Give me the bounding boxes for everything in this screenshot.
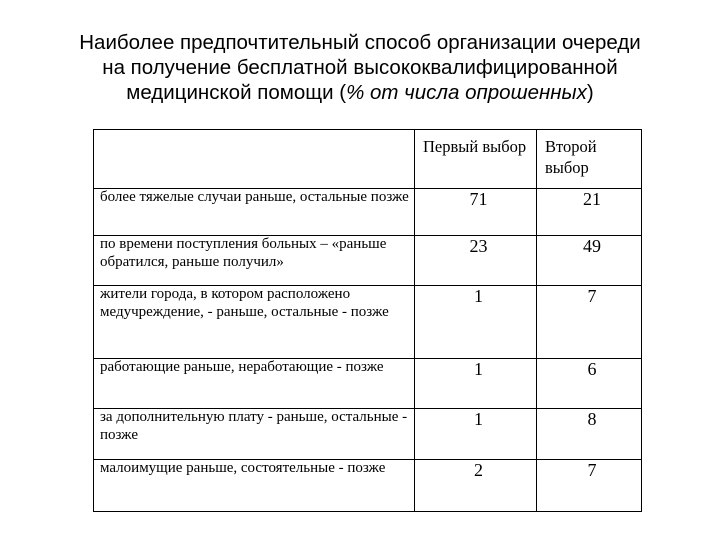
first-choice-value: 1	[415, 359, 537, 409]
second-choice-value: 7	[537, 460, 642, 512]
row-label: работающие раньше, неработающие - позже	[94, 359, 415, 409]
table-header-row	[94, 130, 642, 189]
row-label: по времени поступления больных – «раньше обратился, раньше получил»	[94, 236, 415, 286]
first-choice-value: 1	[415, 286, 537, 359]
row-label: за дополнительную плату - раньше, остальные - позже	[94, 409, 415, 460]
second-choice-value: 21	[537, 189, 642, 236]
slide-title	[40, 30, 680, 105]
table-row	[94, 460, 642, 512]
second-choice-value: 6	[537, 359, 642, 409]
first-choice-value: 2	[415, 460, 537, 512]
header-empty-cell	[94, 130, 415, 189]
header-first-choice: Первый выбор	[415, 130, 537, 189]
table-row	[94, 189, 642, 236]
second-choice-value: 49	[537, 236, 642, 286]
second-choice-value: 7	[537, 286, 642, 359]
row-label: малоимущие раньше, состоятельные - позже	[94, 460, 415, 512]
row-label: жители города, в котором расположено медучреждение, - раньше, остальные - позже	[94, 286, 415, 359]
title-line-3-end: )	[586, 81, 594, 104]
first-choice-value: 1	[415, 409, 537, 460]
header-second-choice: Второй выбор	[537, 130, 642, 189]
title-line-3-start: медицинской помощи (	[126, 81, 347, 104]
title-line-1: Наиболее предпочтительный способ организации очереди	[79, 31, 641, 54]
second-choice-value: 8	[537, 409, 642, 460]
table-row	[94, 236, 642, 286]
row-label: более тяжелые случаи раньше, остальные позже	[94, 189, 415, 236]
title-line-2: на получение бесплатной высококвалифицированной	[102, 56, 618, 79]
table-row	[94, 359, 642, 409]
table-row	[94, 409, 642, 460]
title-line-3	[40, 80, 680, 105]
survey-table	[93, 129, 642, 512]
title-line-3-italic: % от числа опрошенных	[346, 81, 587, 104]
first-choice-value: 71	[415, 189, 537, 236]
first-choice-value: 23	[415, 236, 537, 286]
table-row	[94, 286, 642, 359]
